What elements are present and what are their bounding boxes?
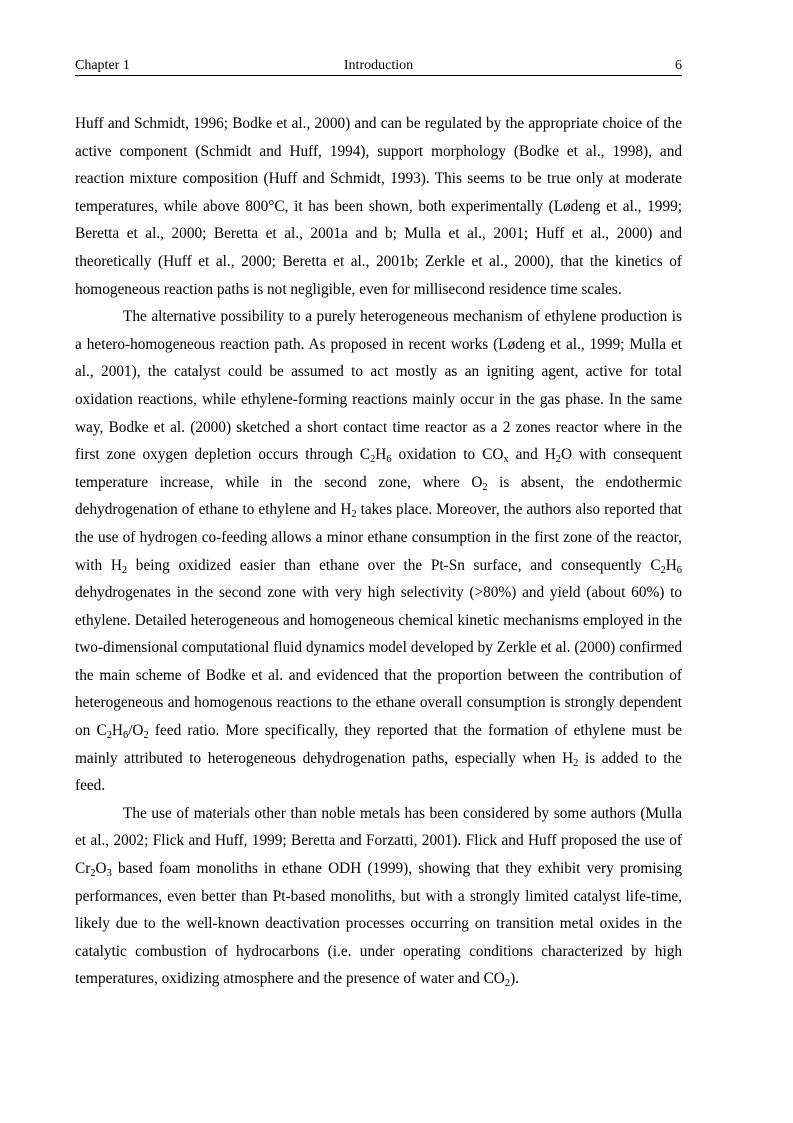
text-run: H bbox=[111, 722, 123, 740]
text-run: O with consequent temperature increase, while in the second zone, where O bbox=[75, 446, 682, 491]
text-run: H bbox=[375, 446, 387, 464]
text-run: /O bbox=[128, 722, 144, 740]
text-run: being oxidized easier than ethane over the Pt-Sn surface, and consequently C bbox=[127, 556, 661, 574]
body-text bbox=[75, 110, 682, 993]
paragraph bbox=[75, 800, 682, 993]
text-run: based foam monoliths in ethane ODH (1999), showing that they exhibit very promising performances, even better than Pt-based monoliths, but with a strongly limited catalyst life-time, likely due to the well-known deactivation processes occurring on transition metal oxides in the catalytic combustion of hydrocarbons (i.e. under operating conditions characterized by high temperatures, oxidizing atmosphere and the presence of water and CO bbox=[75, 860, 682, 988]
subscript: 2 bbox=[370, 454, 376, 466]
section-title: Introduction bbox=[343, 58, 414, 73]
paragraph bbox=[75, 303, 682, 800]
page-number: 6 bbox=[675, 58, 682, 73]
text-run: O bbox=[95, 860, 107, 878]
subscript: x bbox=[503, 454, 509, 466]
text-run: and H bbox=[508, 446, 556, 464]
chapter-label: Chapter 1 bbox=[75, 58, 130, 73]
text-run: is absent, the endothermic dehydrogenation of ethane to ethylene and H bbox=[75, 473, 682, 519]
subscript: 6 bbox=[386, 454, 392, 466]
subscript: 2 bbox=[573, 757, 579, 769]
subscript: 2 bbox=[90, 867, 96, 879]
text-run: dehydrogenates in the second zone with very high selectivity (>80%) and yield (about 60%) to ethylene. Detailed heterogeneous and homogeneous chemical kinetic mechanisms employed in the two-dimensional computational fluid dynamics model developed by Zerkle et al. (2000) confirmed the main scheme of Bodke et al. and evidenced that the proportion between the contribution of heterogeneous and homogenous reactions to the ethane overall consumption is strongly dependent on C bbox=[75, 584, 682, 740]
subscript: 2 bbox=[351, 509, 357, 521]
text-run: is added to the feed. bbox=[75, 749, 682, 795]
text-run: Huff and Schmidt, 1996; Bodke et al., 2000) and can be regulated by the appropriate choice of the active component (Schmidt and Huff, 1994), support morphology (Bodke et al., 1998), and reaction mixture composition (Huff and Schmidt, 1993). This seems to be true only at moderate temperatures, while above 800°C, it has been shown, both experimentally (Lødeng et al., 1999; Beretta et al., 2000; Beretta et al., 2001a and b; Mulla et al., 2001; Huff et al., 2000) and theoretically (Huff et al., 2000; Beretta et al., 2001b; Zerkle et al., 2000), that the kinetics of homogeneous reaction paths is not negligible, even for millisecond residence time scales. bbox=[75, 115, 682, 298]
text-run: The alternative possibility to a purely heterogeneous mechanism of ethylene production is a hetero-homogeneous reaction path. As proposed in recent works (Lødeng et al., 1999; Mulla et al., 2001), the catalyst could be assumed to act mostly as an igniting agent, active for total oxidation reactions, while ethylene-forming reactions mainly occur in the gas phase. In the same way, Bodke et al. (2000) sketched a short contact time reactor as a 2 zones reactor where in the first zone oxygen depletion occurs through C bbox=[75, 308, 682, 464]
subscript: 3 bbox=[106, 867, 112, 879]
text-run: feed ratio. More specifically, they reported that the formation of ethylene must be mainly attributed to heterogeneous dehydrogenation paths, especially when H bbox=[75, 722, 682, 767]
page-header bbox=[75, 57, 682, 76]
subscript: 6 bbox=[122, 729, 129, 741]
subscript: 2 bbox=[504, 978, 511, 990]
subscript: 2 bbox=[106, 729, 112, 741]
text-run: ). bbox=[510, 970, 519, 988]
text-run: takes place. Moreover, the authors also reported that the use of hydrogen co-feeding allows a minor ethane consumption in the first zone of the reactor, with H bbox=[75, 501, 683, 574]
subscript: 2 bbox=[121, 564, 128, 576]
text-run: oxidation to CO bbox=[391, 446, 504, 464]
subscript: 2 bbox=[660, 564, 666, 576]
paragraph bbox=[75, 110, 682, 303]
subscript: 2 bbox=[555, 454, 561, 466]
text-run: The use of materials other than noble metals has been considered by some authors (Mulla et al., 2002; Flick and Huff, 1999; Beretta and Forzatti, 2001). Flick and Huff proposed the use of Cr bbox=[75, 804, 682, 878]
subscript: 2 bbox=[143, 729, 149, 741]
subscript: 6 bbox=[676, 564, 682, 576]
subscript: 2 bbox=[482, 481, 488, 493]
text-run: H bbox=[665, 556, 677, 574]
